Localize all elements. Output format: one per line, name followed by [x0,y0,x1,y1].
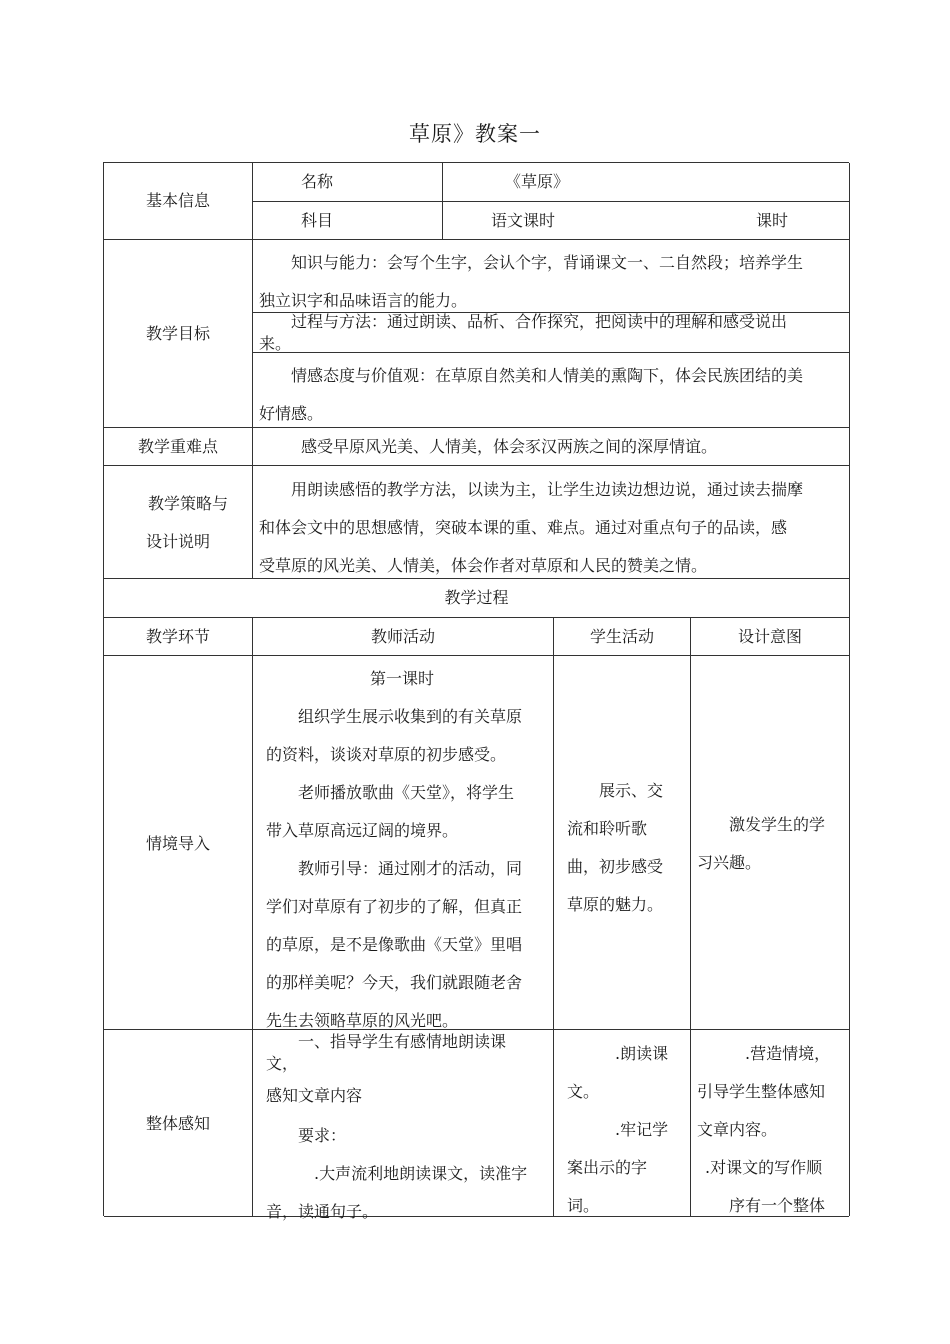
col-stage: 教学环节 [145,627,210,646]
stage-label: 情境导入 [145,834,210,853]
teacher-activity: 一、指导学生有感情地朗读课 文， 感知文章内容 要求： .大声流利地朗读课文，读准字 音，读通句子。 [266,1032,528,1221]
strategy-label-line1: 教学策略与 [148,494,229,513]
student-activity: 展示、交 流和聆听歌 曲，初步感受 草原的魅力。 [567,781,664,914]
lesson-plan-table [103,162,849,1221]
subject-value: 语文课时 [491,211,556,230]
basic-info-label: 基本信息 [145,191,210,210]
col-intent: 设计意图 [737,627,802,646]
design-intent: 激发学生的学 习兴趣。 [697,815,826,872]
strategy-text: 用朗读感悟的教学方法，以读为主，让学生边读边想边说，通过读去揣摩 和体会文中的思想感情，突破本课的重、难点。通过对重点句子的品读，感 受草原的风光美、人情美，体会作者对草原和人民的赞美之情。 [259,480,804,575]
period-label: 课时 [756,211,789,230]
student-activity: .朗读课 文。 .牢记学 案出示的字 词。 [567,1044,669,1215]
process-header: 教学过程 [444,588,509,607]
teacher-activity: 组织学生展示收集到的有关草原 的资料，谈谈对草原的初步感受。 老师播放歌曲《天堂》，将学生 带入草原高远辽阔的境界。 教师引导：通过刚才的活动，同 学们对草原有了初步的了解，但真正 的草原，是不是像歌曲《天堂》里唱 的那样美呢？今天，我们就跟随老舍 先生去领略草原的风光吧。 [266,707,523,1030]
document-title: 草原》教案一 [409,122,541,146]
col-teacher: 教师活动 [370,627,435,646]
name-label: 名称 [301,172,334,191]
name-value: 《草原》 [505,172,570,191]
goals-label: 教学目标 [145,324,210,343]
key-points-label: 教学重难点 [137,437,218,456]
goal-knowledge: 知识与能力：会写个生字，会认个字，背诵课文一、二自然段；培养学生 独立识字和品味语言的能力。 [259,253,804,310]
design-intent: .营造情境， 引导学生整体感知 文章内容。 .对课文的写作顺 序有一个整体 [697,1044,831,1215]
goal-process: 过程与方法：通过朗读、品析、合作探究，把阅读中的理解和感受说出 来。 [259,312,788,353]
lesson-heading: 第一课时 [370,669,435,688]
subject-label: 科目 [301,211,334,230]
key-points-text: 感受早原风光美、人情美，体会豕汉两族之间的深厚情谊。 [301,437,718,456]
stage-label: 整体感知 [145,1114,210,1133]
strategy-label-line2: 设计说明 [146,532,211,551]
goal-emotion: 情感态度与价值观：在草原自然美和人情美的熏陶下，体会民族团结的美 好情感。 [259,366,804,423]
col-student: 学生活动 [589,627,654,646]
